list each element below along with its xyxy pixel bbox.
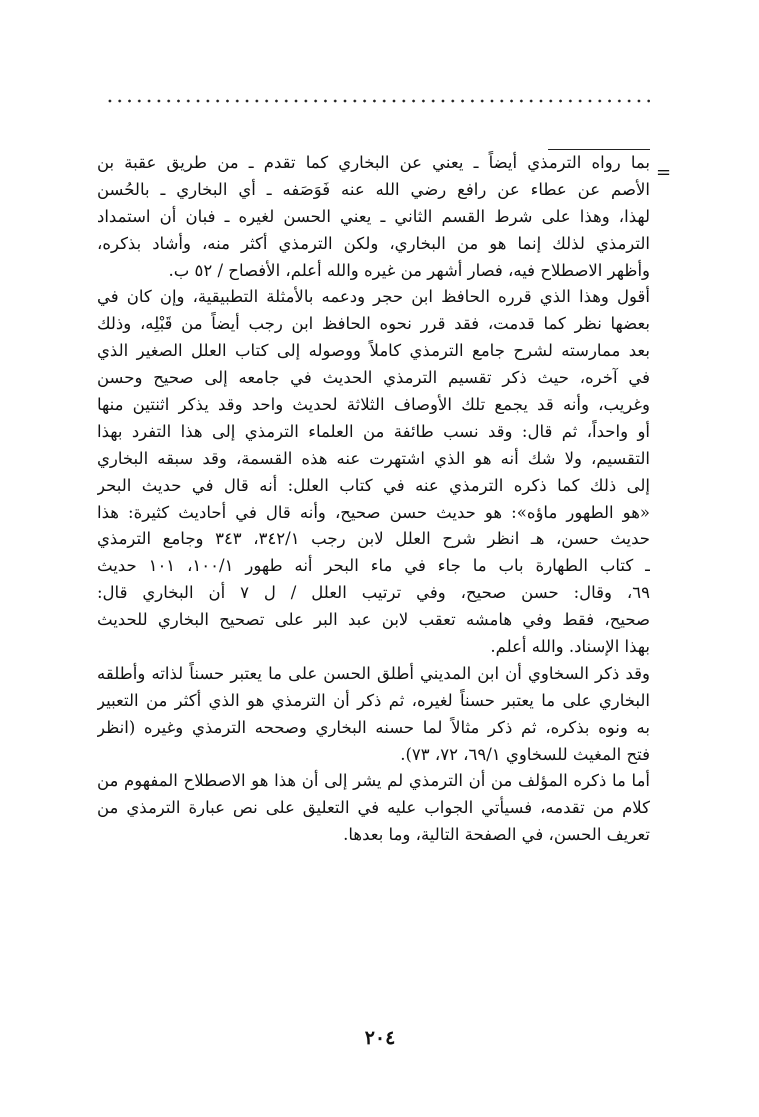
text-line: التقسيم، ولا شك أنه هو الذي اشتهرت عنه هذه القسمة، وقد سبقه البخاري — [97, 448, 650, 468]
text-line: «هو الطهور ماؤه»: هو حديث حسن صحيح، وأنه قال في أحاديث كثيرة: هذا — [97, 502, 650, 522]
text-line: أما ما ذكره المؤلف من أن الترمذي لم يشر إلى أن هذا هو الاصطلاح المفهوم من — [97, 771, 650, 791]
text-line: الأصم عن عطاء عن رافع رضي الله عنه فَوَصَفه ـ أي البخاري ـ بالحُسن — [97, 179, 650, 199]
text-line: به ونوه بذكره، ثم ذكر مثالاً لما حسنه البخاري وصححه الترمذي وغيره (انظر — [97, 717, 650, 737]
text-line: بعضها نظر كما قدمت، فقد قرر نحوه الحافظ ابن رجب أيضاً من قَبْلِه، وذلك — [97, 314, 650, 334]
text-line: في آخره، حيث ذكر تقسيم الترمذي الحديث في جامعه إلى صحيح وحسن — [97, 368, 650, 388]
text-line: الترمذي لذلك إنما هو من البخاري، ولكن الترمذي أكثر منه، وأشاد بذكره، — [97, 233, 650, 253]
text-line: أقول وهذا الذي قرره الحافظ ابن حجر ودعمه بالأمثلة التطبيقية، وإن كان في — [97, 287, 650, 307]
page-number: ٢٠٤ — [364, 1027, 396, 1049]
text-line: وغريب، وأنه قد يجمع تلك الأوصاف الثلاثة لحديث واحد وقد يذكر اثنتين منها — [97, 395, 650, 415]
text-line: بما رواه الترمذي أيضاً ـ يعني عن البخاري كما تقدم ـ من طريق عقبة بن — [97, 153, 650, 172]
dotted-separator — [105, 98, 650, 104]
text-line: كلام من تقدمه، فسيأتي الجواب عليه في التعليق على نص عبارة الترمذي من — [97, 798, 650, 818]
text-line: أو واحداً، ثم قال: وقد نسب طائفة من العلماء الترمذي إلى هذا التفرد بهذا — [97, 421, 650, 441]
text-line: بهذا الإسناد. والله أعلم. — [490, 637, 650, 657]
text-line: وأظهر الاصطلاح فيه، فصار أشهر من غيره والله أعلم، الأفصاح / ٥٢ ب. — [168, 260, 650, 280]
text-line: بعد ممارسته لشرح جامع الترمذي كاملاً ووصوله إلى كتاب العلل الصغير الذي — [97, 341, 650, 361]
text-line: ـ كتاب الطهارة باب ما جاء في ماء البحر أنه طهور ١٠٠/١، ١٠١ حديث — [97, 556, 650, 576]
text-line: حديث حسن، هـ انظر شرح العلل لابن رجب ٣٤٢/١، ٣٤٣ وجامع الترمذي — [97, 529, 650, 549]
text-line: إلى ذلك كما ذكره الترمذي عنه في كتاب العلل: أنه قال في حديث البحر — [97, 475, 650, 495]
footnote-text — [97, 150, 650, 849]
continuation-mark: = — [656, 162, 672, 183]
text-line: البخاري على ما يعتبر حسناً لغيره، ثم ذكر أن الترمذي هو الذي أكثر من التعبير — [97, 690, 650, 710]
text-line: صحيح، فقط وفي هامشه تعقب لابن عبد البر على تصحيح البخاري للحديث — [97, 610, 650, 630]
text-line: فتح المغيث للسخاوي ٦٩/١، ٧٢، ٧٣). — [400, 744, 650, 764]
text-line: لهذا، وهذا على شرط القسم الثاني ـ يعني الحسن لغيره ـ فبان أن استمداد — [97, 206, 650, 226]
text-line: وقد ذكر السخاوي أن ابن المديني أطلق الحسن على ما يعتبر حسناً لذاته وأطلقه — [97, 663, 650, 683]
text-line: تعريف الحسن، في الصفحة التالية، وما بعدها. — [343, 825, 650, 845]
text-line: ٦٩، وقال: حسن صحيح، وفي ترتيب العلل / ل ٧ أن البخاري قال: — [97, 583, 650, 603]
